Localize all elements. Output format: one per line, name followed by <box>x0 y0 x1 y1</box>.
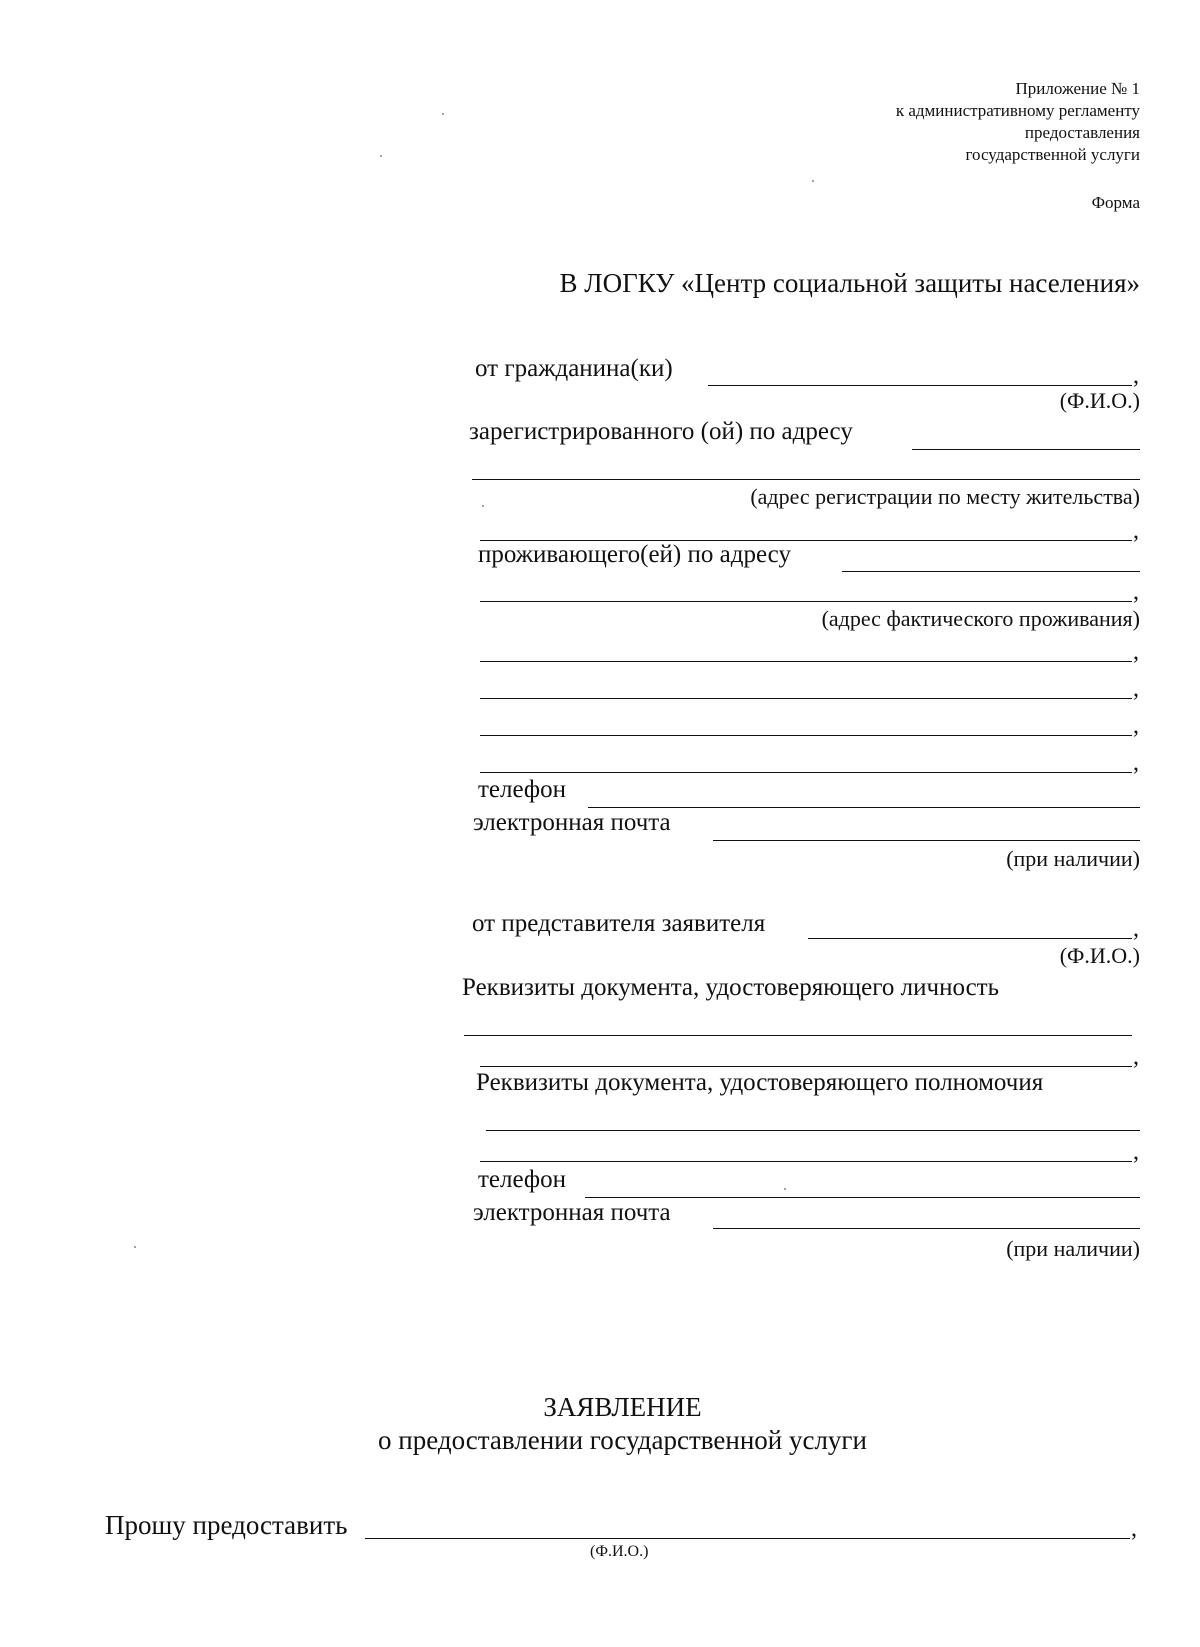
comma: , <box>1133 639 1139 665</box>
applicant-phone-field[interactable] <box>588 807 1140 808</box>
addressee: В ЛОГКУ «Центр социальной защиты населения» <box>559 268 1140 298</box>
identity-doc-field-1[interactable] <box>464 1035 1132 1036</box>
scan-speck <box>812 180 814 182</box>
comma: , <box>1133 750 1139 776</box>
registration-caption: (адрес регистрации по месту жительства) <box>750 484 1140 509</box>
residence-caption: (адрес фактического проживания) <box>821 606 1140 631</box>
address-continuation-field-2[interactable] <box>480 698 1132 699</box>
residence-address-field-1[interactable] <box>842 571 1140 572</box>
registered-label: зарегистрированного (ой) по адресу <box>469 418 853 445</box>
authority-doc-field-1[interactable] <box>486 1130 1140 1131</box>
scan-speck <box>134 1246 136 1248</box>
comma: , <box>1133 518 1139 544</box>
address-continuation-field-1[interactable] <box>480 661 1132 662</box>
scan-speck <box>380 155 382 157</box>
request-fio-caption: (Ф.И.О.) <box>590 1543 649 1560</box>
applicant-email-label: электронная почта <box>473 809 671 836</box>
applicant-fio-field[interactable] <box>708 385 1132 386</box>
residing-label: проживающего(ей) по адресу <box>478 541 791 568</box>
comma: , <box>1133 1139 1139 1165</box>
comma: , <box>1133 713 1139 739</box>
comma: , <box>1133 676 1139 702</box>
form-label: Форма <box>1091 193 1140 212</box>
fio-caption: (Ф.И.О.) <box>1059 943 1140 968</box>
request-label: Прошу предоставить <box>105 1510 348 1540</box>
comma: , <box>1133 916 1139 942</box>
if-available-caption: (при наличии) <box>1006 1236 1140 1261</box>
residence-address-field-2[interactable] <box>480 601 1132 602</box>
representative-from-label: от представителя заявителя <box>472 910 766 937</box>
authority-doc-label: Реквизиты документа, удостоверяющего полномочия <box>476 1069 1044 1096</box>
statement-subtitle: о предоставлении государственной услуги <box>378 1425 867 1455</box>
registration-address-field-1[interactable] <box>912 449 1140 450</box>
scan-speck <box>482 505 484 507</box>
comma: , <box>1133 1044 1139 1070</box>
appendix-line: предоставления <box>1024 123 1140 142</box>
comma: , <box>1133 579 1139 605</box>
representative-email-field[interactable] <box>713 1228 1140 1229</box>
fio-caption: (Ф.И.О.) <box>1059 388 1140 413</box>
applicant-phone-label: телефон <box>478 776 566 803</box>
statement-title: ЗАЯВЛЕНИЕ <box>543 1392 702 1422</box>
representative-phone-label: телефон <box>478 1166 566 1193</box>
appendix-line: к административному регламенту <box>895 101 1140 120</box>
applicant-email-field[interactable] <box>713 840 1140 841</box>
registration-address-field-2[interactable] <box>472 479 1140 480</box>
appendix-line: Приложение № 1 <box>1015 79 1140 98</box>
applicant-from-label: от гражданина(ки) <box>475 355 673 382</box>
authority-doc-field-2[interactable] <box>480 1161 1132 1162</box>
comma: , <box>1131 1516 1137 1542</box>
representative-phone-field[interactable] <box>585 1197 1140 1198</box>
appendix-line: государственной услуги <box>965 145 1140 164</box>
representative-email-label: электронная почта <box>473 1199 671 1226</box>
address-continuation-field-4[interactable] <box>480 772 1132 773</box>
comma: , <box>1133 363 1139 389</box>
scan-speck <box>784 1188 786 1190</box>
request-fio-field[interactable] <box>365 1538 1130 1539</box>
identity-doc-field-2[interactable] <box>480 1066 1132 1067</box>
appendix-heading <box>896 78 1140 166</box>
representative-fio-field[interactable] <box>808 938 1132 939</box>
scan-speck <box>442 113 444 115</box>
address-continuation-field-3[interactable] <box>480 735 1132 736</box>
if-available-caption: (при наличии) <box>1006 846 1140 871</box>
identity-doc-label: Реквизиты документа, удостоверяющего личность <box>462 974 999 1001</box>
